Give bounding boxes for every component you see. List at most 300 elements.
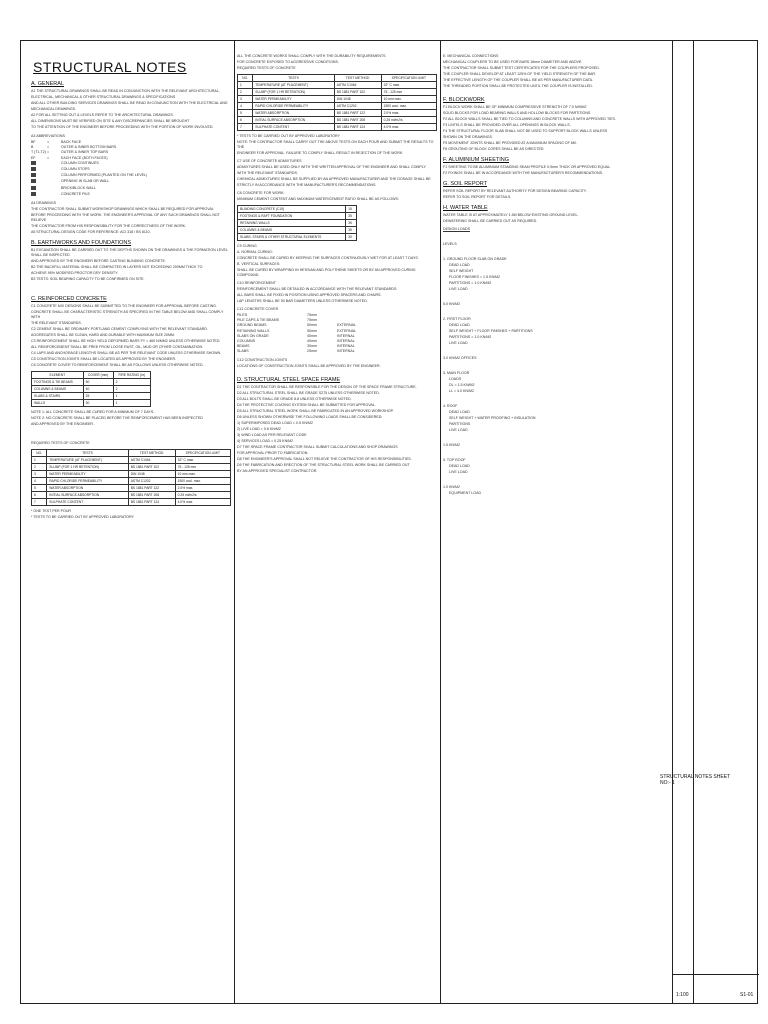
cover-cell: EXTERNAL (337, 323, 356, 328)
abbreviation-meaning: OUTER & INNER BOTTOM BARS (61, 145, 117, 150)
tests-notes (237, 134, 437, 156)
table-row (32, 499, 231, 506)
note-line: D2 ALL STRUCTURAL STEEL SHALL BE GRADE S275 UNLESS OTHERWISE NOTED. (237, 390, 380, 395)
table-cell: BS 1881 PART 122 (128, 485, 175, 492)
abbreviation-code: EF (31, 155, 36, 160)
section-heading: B. EARTHWORKS AND FOUNDATIONS (31, 240, 132, 247)
note-line: D4 THE PROTECTIVE COATING SYSTEM SHALL BE SUBMITTED FOR APPROVAL. (237, 402, 376, 407)
legend-symbol (31, 161, 36, 165)
section-heading: E. MECHANICAL CONNECTIONS (443, 54, 499, 58)
section-i-body (443, 213, 669, 224)
abbreviation-code: B (31, 145, 34, 150)
note-line: ENGINEER FOR APPROVAL. FAILURE TO COMPLY SHALL RESULT IN REJECTION OF THE WORK. (237, 151, 404, 155)
tests-notes (31, 509, 231, 520)
note-line: * TESTS TO BE CARRIED OUT BY APPROVED LABORATORY (31, 515, 134, 520)
cover-cell: 40mm (307, 333, 317, 338)
note-line: F3 LINTELS SHALL BE PROVIDED OVER ALL OPENINGS IN BLOCK WALLS. (443, 123, 571, 127)
table-cell: 35 (346, 220, 357, 227)
note-line: LAP LENGTHS SHALL BE 50 BAR DIAMETERS UNLESS OTHERWISE NOTED. (237, 299, 368, 303)
note-line: B. VERTICAL SURFACES: (237, 262, 281, 266)
abbreviations-heading: A3 ABBREVIATIONS (31, 134, 65, 138)
load-group-heading: 3.0 KN/M2 OFFICES (443, 356, 477, 360)
note-line: C4 LAPS AND ANCHORAGE LENGTHS SHALL BE AS PER THE RELEVANT CODE UNLESS OTHERWISE SHOWN. (31, 351, 222, 356)
legend-symbol (31, 186, 36, 190)
load-line: SELF WEIGHT (449, 269, 474, 273)
note-line: A2 FOR ALL SETTING OUT & LEVELS REFER TO THE ARCHITECTURAL DRAWINGS. (31, 113, 174, 117)
note-line: THE RELEVANT STANDARDS. (31, 321, 82, 326)
abbreviation-meaning: COLUMN PERFORMED (PLANTED ON THE LEVEL) (61, 173, 148, 178)
load-group-heading: 5. TOP ROOF (443, 458, 466, 462)
note-line: C6 CONCRETE COVER TO REINFORCEMENT SHALL BE AS FOLLOWS UNLESS OTHERWISE NOTED. (31, 363, 204, 368)
table-cell: 32° C max. (381, 82, 436, 89)
note-line: CHEMICAL ADMIXTURES SHALL BE SUPPLIED BY AN APPROVED MANUFACTURER AND THE DOSAGE SHALL BE (237, 177, 431, 181)
load-line: DEAD LOAD (449, 410, 470, 414)
load-line: LIVE LOAD (449, 341, 468, 345)
note-line: D9 THE FABRICATION AND ERECTION OF THE STRUCTURAL STEEL WORK SHALL BE CARRIED OUT (237, 462, 410, 467)
table-cell: SLUMP (FOR 1 HR RETENTION) (253, 89, 334, 96)
abbreviation-meaning: OUTER & INNER TOP BARS (61, 150, 109, 155)
grade-table (237, 205, 357, 241)
cover-table (31, 371, 151, 407)
table-row (238, 110, 437, 117)
note-line: WITH THE RELEVANT STANDARDS. (237, 171, 298, 175)
section-g-body (443, 165, 669, 176)
table-cell: RETAINING WALLS (238, 220, 346, 227)
table-row (32, 471, 231, 478)
legend-symbol (31, 173, 36, 177)
table-cell: TEMPERATURE (AT PLACEMENT) (47, 457, 128, 464)
note-line: FOR CONCRETE EXPOSED TO AGGRESSIVE CONDITIONS. (237, 60, 339, 64)
table-cell: 2 (238, 89, 253, 96)
cover-cell: SLABS ON GRADE (237, 333, 269, 338)
load-line: DEAD LOAD (449, 263, 470, 267)
note-line: REFER TO SOIL REPORT FOR DETAILS. (443, 195, 512, 199)
tests-table-title: REQUIRED TESTS OF CONCRETE (237, 66, 296, 70)
note-line: MINIMUM CEMENT CONTENT AND MAXIMUM WATER/CEMENT RATIO SHALL BE AS FOLLOWS: (237, 197, 399, 201)
load-line: SELF WEIGHT + WATER PROOFING + INSULATION (449, 416, 536, 420)
abbreviation-equals: = (47, 155, 50, 160)
section-b-body (31, 248, 231, 282)
table-cell: 1 (238, 82, 253, 89)
table-cell: 4.0% max. (175, 499, 230, 506)
table-header-cell: ELEMENT (32, 372, 84, 379)
table-cell: SLABS, STAIRS & OTHER STRUCTURAL ELEMENTS (238, 234, 346, 241)
note-line: A1 THE STRUCTURAL DRAWINGS SHALL BE READ IN CONJUNCTION WITH THE RELEVANT ARCHITECTURAL, (31, 89, 220, 93)
table-header-cell: TEST METHOD (334, 75, 381, 82)
column-divider (234, 41, 235, 1003)
abbreviation-code (31, 192, 47, 198)
section-f-body (443, 105, 669, 152)
cover-heading: C11 CONCRETE COVER (237, 307, 279, 311)
note-line: CONCRETE SHALL BE CURED BY KEEPING THE SURFACES CONTINUOUSLY WET FOR AT LEAST 7 DAYS. (237, 256, 419, 260)
note-line: D3 ALL BOLTS SHALL BE GRADE 8.8 UNLESS OTHERWISE NOTED. (237, 396, 352, 401)
reinforcement-notes (237, 281, 437, 304)
cover-cell: PILE CAPS & TIE BEAMS (237, 318, 280, 323)
table-cell: 3 (238, 96, 253, 103)
section-c-body (31, 304, 231, 368)
note-line: C10 REINFORCEMENT (237, 281, 276, 285)
note-line: SHALL BE CURED BY WRAPPING IN HESSIAN AND POLYTHENE SHEETS OR BY AN APPROVED CURING COMPOUND. (237, 268, 416, 277)
table-cell: 50 (83, 379, 113, 386)
note-line: 3) WIND LOAD AS PER RELEVANT CODE (237, 432, 307, 437)
table-cell: 10 mm max. (175, 471, 230, 478)
table-cell: WATER PERMEABILITY (253, 96, 334, 103)
note-line: D7 THE SPACE FRAME CONTRACTOR SHALL SUBMIT CALCULATIONS AND SHOP DRAWINGS (237, 444, 398, 449)
note-line: ALL THE CONCRETE WORKS SHALL COMPLY WITH THE DURABILITY REQUIREMENTS (237, 54, 386, 58)
table-cell: COLUMNS & BEAMS (238, 227, 346, 234)
legend-symbol (31, 167, 36, 171)
note-line: C5 CONSTRUCTION JOINTS SHALL BE LOCATED AS APPROVED BY THE ENGINEER. (31, 357, 177, 362)
table-header-cell: COVER (mm) (83, 372, 113, 379)
table-row (238, 96, 437, 103)
note-line: NOTE 2: NO CONCRETE SHALL BE PLACED BEFORE THE REINFORCEMENT HAS BEEN INSPECTED (31, 416, 203, 421)
abbreviation-row (31, 192, 231, 198)
cover-cell: INTERNAL (337, 333, 355, 338)
note-line: F1 SHEETING TO BE ALUMINIUM STANDING SEAM PROFILE 0.9mm THICK OR APPROVED EQUAL. (443, 165, 612, 169)
design-loads-list (443, 242, 669, 496)
abbreviation-meaning: EACH FACE (BOTH FACES) (61, 155, 108, 160)
table-cell: 30 (346, 234, 357, 241)
table-cell: WATER ABSORPTION (253, 110, 334, 117)
table-cell: 10 mm max. (381, 96, 436, 103)
note-line: C1 CONCRETE MIX DESIGNS SHALL BE SUBMITTED TO THE ENGINEER FOR APPROVAL BEFORE CASTING. (31, 304, 217, 309)
note-line: 1) SUPERIMPOSED DEAD LOAD = 0.5 KN/M2 (237, 420, 313, 425)
table-cell: TEMPERATURE (AT PLACEMENT) (253, 82, 334, 89)
table-cell: WATER ABSORPTION (47, 485, 128, 492)
table-header-cell: SPECIFICATION LIMIT (381, 75, 436, 82)
section-h-body (443, 189, 669, 200)
table-cell: 2 (32, 464, 47, 471)
load-line: DL = 1.5 KN/M2 (449, 383, 475, 387)
note-line: F6 GROUTING OF BLOCK CORES SHALL BE AS DIRECTED. (443, 147, 545, 151)
note-line: AND APPROVED BY THE ENGINEER BEFORE CASTING BLINDING CONCRETE. (31, 259, 166, 264)
table-row (238, 89, 437, 96)
note-line: AND APPROVED BY THE ENGINEER. (31, 422, 94, 427)
cover-cell: 75mm (307, 318, 317, 323)
table-cell: ASTM C1202 (128, 478, 175, 485)
note-line: SOLID BLOCKS FOR LOAD BEARING WALLS AND HOLLOW BLOCKS FOR PARTITIONS. (443, 111, 592, 115)
sheet-title: STRUCTURAL NOTES SHEET NO:- 1 (660, 774, 731, 786)
table-row (238, 227, 357, 234)
table-header-cell: TEST METHOD (128, 450, 175, 457)
load-group-heading: 4. ROOF (443, 404, 458, 408)
table-header-cell: NO. (238, 75, 253, 82)
table-row (238, 206, 357, 213)
abbreviation-meaning: OPENING IN SLAB OR WALL (61, 179, 110, 184)
table-cell: BS 1881 PART 122 (334, 110, 381, 117)
load-group-heading: LEVELS (443, 242, 457, 246)
table-cell: DIN 1048 (128, 471, 175, 478)
table-row (238, 124, 437, 131)
note-line: FOR APPROVAL PRIOR TO FABRICATION. (237, 450, 309, 455)
load-line: PARTITIONS = 1.0 KN/M2 (449, 281, 492, 285)
table-row (238, 117, 437, 124)
note-line: BY AN APPROVED SPECIALIST CONTRACTOR. (237, 468, 318, 473)
sheet-border (20, 40, 758, 1004)
section-e-body (443, 60, 669, 89)
note-line: THE COUPLER SHALL DEVELOP AT LEAST 125% OF THE YIELD STRENGTH OF THE BAR. (443, 72, 596, 76)
abbreviation-meaning: CONCRETE PILE (61, 191, 90, 196)
table-cell: 6 (238, 117, 253, 124)
note-line: F2 FIXINGS SHALL BE IN ACCORDANCE WITH THE MANUFACTURER'S RECOMMENDATIONS. (443, 171, 603, 175)
load-line: PARTITIONS = 1.0 KN/M2 (449, 335, 492, 339)
cover-cell: SLABS (237, 349, 249, 354)
note-line: C2 CEMENT SHALL BE ORDINARY PORTLAND CEMENT COMPLYING WITH THE RELEVANT STANDARD. (31, 327, 208, 332)
table-cell: 35 (346, 213, 357, 220)
title-block-rule (673, 974, 759, 975)
cover-cell: RETAINING WALLS (237, 328, 270, 333)
cover-cell: 25mm (307, 349, 317, 354)
table-cell: INITIAL SURFACE ABSORPTION (253, 117, 334, 124)
table-cell: 35 (346, 227, 357, 234)
tests-table (237, 74, 437, 131)
table-cell: BS 1881 PART 124 (128, 499, 175, 506)
note-line: A. NORMAL CURING: (237, 250, 273, 254)
load-line: LOADS (449, 377, 462, 381)
table-row (32, 457, 231, 464)
note-line: NOTE 1: ALL CONCRETE SHALL BE CURED FOR A MINIMUM OF 7 DAYS. (31, 410, 155, 415)
note-line: F5 MOVEMENT JOINTS SHALL BE PROVIDED AT A MAXIMUM SPACING OF 6M. (443, 141, 577, 145)
note-line: B3 TESTS: SOIL BEARING CAPACITY TO BE CONFIRMED ON SITE. (31, 277, 145, 282)
cover-row (237, 349, 437, 354)
table-cell: 3 (32, 471, 47, 478)
section-a4-body (31, 201, 231, 235)
load-group-heading: 5.0 KN/M2 (443, 302, 460, 306)
note-line: AND ALL OTHER BUILDING SERVICES DRAWINGS SHALL BE READ IN CONJUNCTION WITH THE ELECTRICAL AND (31, 101, 228, 105)
load-line: DEAD LOAD (449, 464, 470, 468)
abbreviation-meaning: COLUMN STOPS (61, 167, 90, 172)
table-cell: SULPHATE CONTENT (47, 499, 128, 506)
note-line: * ONE TEST PER POUR (31, 509, 72, 514)
abbreviation-equals: = (47, 140, 50, 144)
load-group-heading: 1. GROUND FLOOR SLAB ON GRADE (443, 257, 507, 261)
note-line: ALL REINFORCEMENT SHALL BE FREE FROM LOOSE RUST, OIL, MUD OR OTHER CONTAMINATION. (31, 345, 204, 350)
note-line: ALL BARS SHALL BE FIXED IN POSITION USING APPROVED SPACERS AND CHAIRS. (237, 293, 382, 297)
cover-cell: 50mm (307, 323, 317, 328)
loads-heading: DESIGN LOADS (443, 227, 470, 231)
cover-cell: COLUMNS (237, 339, 255, 344)
table-cell: WALLS (32, 400, 84, 407)
table-cell: 15 (346, 206, 357, 213)
note-line: THE CONTRACTOR SHALL SUBMIT TEST CERTIFICATES FOR THE COUPLERS PROPOSED. (443, 66, 600, 70)
section-heading: F. ALUMINIUM SHEETING (443, 157, 510, 163)
note-line: F1 BLOCK WORK SHALL BE OF MINIMUM COMPRESSIVE STRENGTH OF 7.0 N/MM2 (443, 105, 587, 109)
table-cell: WATER PERMEABILITY (47, 471, 128, 478)
cover-cell: INTERNAL (337, 344, 355, 349)
table-cell: 1 (32, 457, 47, 464)
table-cell: BS 1881 PART 124 (334, 124, 381, 131)
load-line: EQUIPMENT LOAD (449, 491, 482, 495)
cover-cell: 75mm (307, 313, 317, 317)
note-line: THE EFFECTIVE LENGTH OF THE COUPLER SHALL BE AS PER MANUFACTURER DATA. (443, 78, 594, 82)
load-line: LIVE LOAD (449, 428, 468, 432)
table-cell: SLUMP (FOR 1 HR RETENTION) (47, 464, 128, 471)
table-row (238, 220, 357, 227)
table-row (32, 400, 151, 407)
abbreviation-meaning: BRICK/BLOCK WALL (61, 185, 96, 190)
curing-notes (237, 244, 437, 278)
table-cell: FOOTINGS & RAFT FOUNDATION (238, 213, 346, 220)
cover-cell: INTERNAL (337, 349, 355, 354)
note-line: B2 THE BACKFILL MATERIAL SHALL BE COMPACTED IN LAYERS NOT EXCEEDING 200MM THICK TO (31, 265, 203, 270)
sheet-number: S1-01 (740, 992, 754, 998)
table-header-cell: TESTS (253, 75, 334, 82)
load-line: DEAD LOAD (449, 323, 470, 327)
table-row (32, 379, 151, 386)
table-cell: 40 (83, 386, 113, 393)
section-heading: C. REINFORCED CONCRETE (31, 296, 107, 303)
cover-cell: 50mm (307, 328, 317, 333)
table-header-cell: NO. (32, 450, 47, 457)
cover-cell: INTERNAL (337, 339, 355, 344)
table-cell: COLUMNS & BEAMS (32, 386, 84, 393)
cover-cell: GROUND BEAMS (237, 323, 267, 328)
note-line: SHOWN ON THE DRAWINGS. (443, 135, 493, 139)
table-cell: BS 1881 PART 208 (334, 117, 381, 124)
table-cell: 32° C max. (175, 457, 230, 464)
note-line: F4 THE STRUCTURAL FLOOR SLAB SHALL NOT BE USED TO SUPPORT BLOCK WALLS UNLESS (443, 129, 608, 133)
table-cell: BS 1881 PART 102 (128, 464, 175, 471)
note-line: ELECTRICAL, MECHANICAL & OTHER STRUCTURAL DRAWINGS & SPECIFICATIONS (31, 95, 176, 99)
note-line: C9 CURING (237, 244, 257, 248)
note-line: REINFORCEMENT SHALL BE DETAILED IN ACCORDANCE WITH THE RELEVANT STANDARDS. (237, 287, 398, 291)
cover-cell: PILES (237, 313, 248, 317)
table-cell: 75 - 125 mm (381, 89, 436, 96)
table-cell: BS 1881 PART 102 (334, 89, 381, 96)
table-header-cell: FIRE RATING (hr) (113, 372, 150, 379)
table-cell: 1500 coul. max. (381, 103, 436, 110)
table-cell: 4.0% max. (381, 124, 436, 131)
table-cell: 30 (83, 400, 113, 407)
note-line: C7 USE OF CONCRETE ADMIXTURES (237, 159, 302, 163)
table-cell: 2.0% max. (381, 110, 436, 117)
note-line: THE THREADED PORTION SHALL BE PROTECTED UNTIL THE COUPLER IS INSTALLED. (443, 84, 593, 88)
table-cell: ASTM C1202 (334, 103, 381, 110)
table-cell: 7 (32, 499, 47, 506)
construction-joints-notes (237, 358, 437, 369)
cover-list (237, 313, 437, 355)
table-cell: 4 (32, 478, 47, 485)
note-line: STRICTLY IN ACCORDANCE WITH THE MANUFACTURER'S RECOMMENDATIONS. (237, 183, 377, 187)
tests-table (31, 449, 231, 506)
note-line: AGGREGATES SHALL BE CLEAN, HARD AND DURABLE WITH MAXIMUM SIZE 20MM. (31, 333, 175, 338)
load-group-heading: 2. FIRST FLOOR (443, 317, 471, 321)
note-line: REFER SOIL REPORT BY RELEVANT AUTHORITY FOR DESIGN BEARING CAPACITY. (443, 189, 587, 193)
concrete-for-work-notes (237, 191, 437, 202)
load-group-heading: 3. MAIN FLOOR (443, 371, 470, 375)
table-cell: DIN 1048 (334, 96, 381, 103)
note-line: BEFORE PROCEEDING WITH THE WORK. THE ENGINEER'S APPROVAL OF ANY SUCH DRAWINGS SHALL NOT RELIEVE (31, 213, 220, 223)
table-cell: 75 - 125 mm (175, 464, 230, 471)
table-cell: 1 (113, 393, 150, 400)
abbreviation-code: T (T1,T2) (31, 150, 46, 155)
page-title: STRUCTURAL NOTES (33, 59, 187, 75)
note-line: TO THE ATTENTION OF THE ENGINEER BEFORE PROCEEDING WITH THE PORTION OF WORK INVOLVED. (31, 125, 214, 129)
load-line: SELF WEIGHT + FLOOR FINISHES + PARTITIONS (449, 329, 533, 333)
section-heading: G. SOIL REPORT (443, 181, 488, 187)
load-line: LIVE LOAD (449, 287, 468, 291)
abbreviation-meaning: COLUMN CONTINUES (61, 160, 99, 165)
section-heading: A. GENERAL (31, 81, 65, 87)
load-line: LL = 4.0 KN/M2 (449, 389, 474, 393)
table-row (238, 213, 357, 220)
section-a-body (31, 89, 231, 130)
table-cell: 5 (238, 110, 253, 117)
cover-cell: BEAMS (237, 344, 250, 349)
table-cell: BS 1881 PART 208 (128, 492, 175, 499)
table-row (238, 103, 437, 110)
abbreviation-meaning: BACK FACE (61, 140, 82, 144)
load-group-heading: 1.0 KN/M2 (443, 485, 460, 489)
table-row (32, 492, 231, 499)
table-cell: 1 (113, 400, 150, 407)
notes-area (21, 41, 673, 1003)
note-line: C3 REINFORCEMENT SHALL BE HIGH YIELD DEFORMED BARS FY = 460 N/MM2 UNLESS OTHERWISE NOTED. (31, 339, 221, 344)
table-cell: ASTM C1064 (128, 457, 175, 464)
cover-cell: EXTERNAL (337, 328, 356, 333)
load-line: FLOOR FINISHES = 1.5 KN/M2 (449, 275, 501, 279)
table-cell: 4 (238, 103, 253, 110)
table-cell: SULPHATE CONTENT (253, 124, 334, 131)
note-line: C12 CONSTRUCTION JOINTS (237, 357, 288, 362)
table-cell: 6 (32, 492, 47, 499)
table-cell: 2 (113, 379, 150, 386)
table-cell: 25 (83, 393, 113, 400)
title-block-divider (693, 41, 694, 1003)
table-cell: FOOTINGS & TIE BEAMS (32, 379, 84, 386)
cover-cell: 40mm (307, 339, 317, 344)
table-cell: BLINDING CONCRETE (C15) (238, 206, 346, 213)
table-row (32, 464, 231, 471)
load-group-heading: 1.5 KN/M2 (443, 443, 460, 447)
table-cell: 0.25 ml/m2/s (175, 492, 230, 499)
notes-column-1 (31, 53, 231, 998)
table-row (238, 234, 357, 241)
abbreviation-equals: = (47, 145, 50, 150)
note-line: F2 ALL BLOCK WALLS SHALL BE TIED TO COLUMNS AND CONCRETE WALLS WITH APPROVED TIES. (443, 117, 616, 121)
section-d-body (237, 385, 437, 474)
table-header-cell: TESTS (47, 450, 128, 457)
table-cell: 2 (113, 386, 150, 393)
load-line: LIVE LOAD (449, 470, 468, 474)
note-line: MECHANICAL DRAWINGS. (31, 107, 77, 111)
note-line: ADMIXTURES SHALL BE USED ONLY WITH THE WRITTEN APPROVAL OF THE ENGINEER AND SHALL COMPLY (237, 165, 426, 169)
note-line: C8 CONCRETE FOR WORK: (237, 191, 285, 195)
table-cell: 2.0% max. (175, 485, 230, 492)
cover-cell: 30mm (307, 344, 317, 349)
note-line: CONCRETE SHALL BE CHARACTERISTIC STRENGTH AS SPECIFIED IN THE TABLE BELOW AND SHALL COMPLY WITH (31, 310, 224, 320)
notes-column-3 (443, 53, 669, 998)
note-line: D6 UNLESS SHOWN OTHERWISE THE FOLLOWING LOADS SHALL BE CONSIDERED: (237, 414, 383, 419)
note-line: 4) SERVICES LOAD = 0.25 KN/M2 (237, 438, 294, 443)
table-row (32, 393, 151, 400)
note-line: ACHIEVE 95% MODIFIED PROCTOR DRY DENSITY. (31, 271, 119, 276)
abbreviation-code: BF (31, 140, 36, 144)
table-row (238, 82, 437, 89)
note-line: ALL DIMENSIONS MUST BE VERIFIED ON SITE & ANY DISCREPANCIES SHALL BE BROUGHT (31, 119, 190, 123)
table-cell: ASTM C1064 (334, 82, 381, 89)
admixtures-notes (237, 159, 437, 188)
abbreviation-equals (47, 192, 61, 198)
table-row (32, 386, 151, 393)
table-cell: 1500 coul. max. (175, 478, 230, 485)
abbreviations-list (31, 140, 231, 198)
note-line: * TESTS TO BE CARRIED OUT BY APPROVED LABORATORY (237, 134, 340, 138)
table-cell: RAPID CHLORIDE PERMEABILITY (47, 478, 128, 485)
table-cell: RAPID CHLORIDE PERMEABILITY (253, 103, 334, 110)
concrete-notes (31, 410, 231, 427)
legend-symbol (31, 192, 36, 196)
